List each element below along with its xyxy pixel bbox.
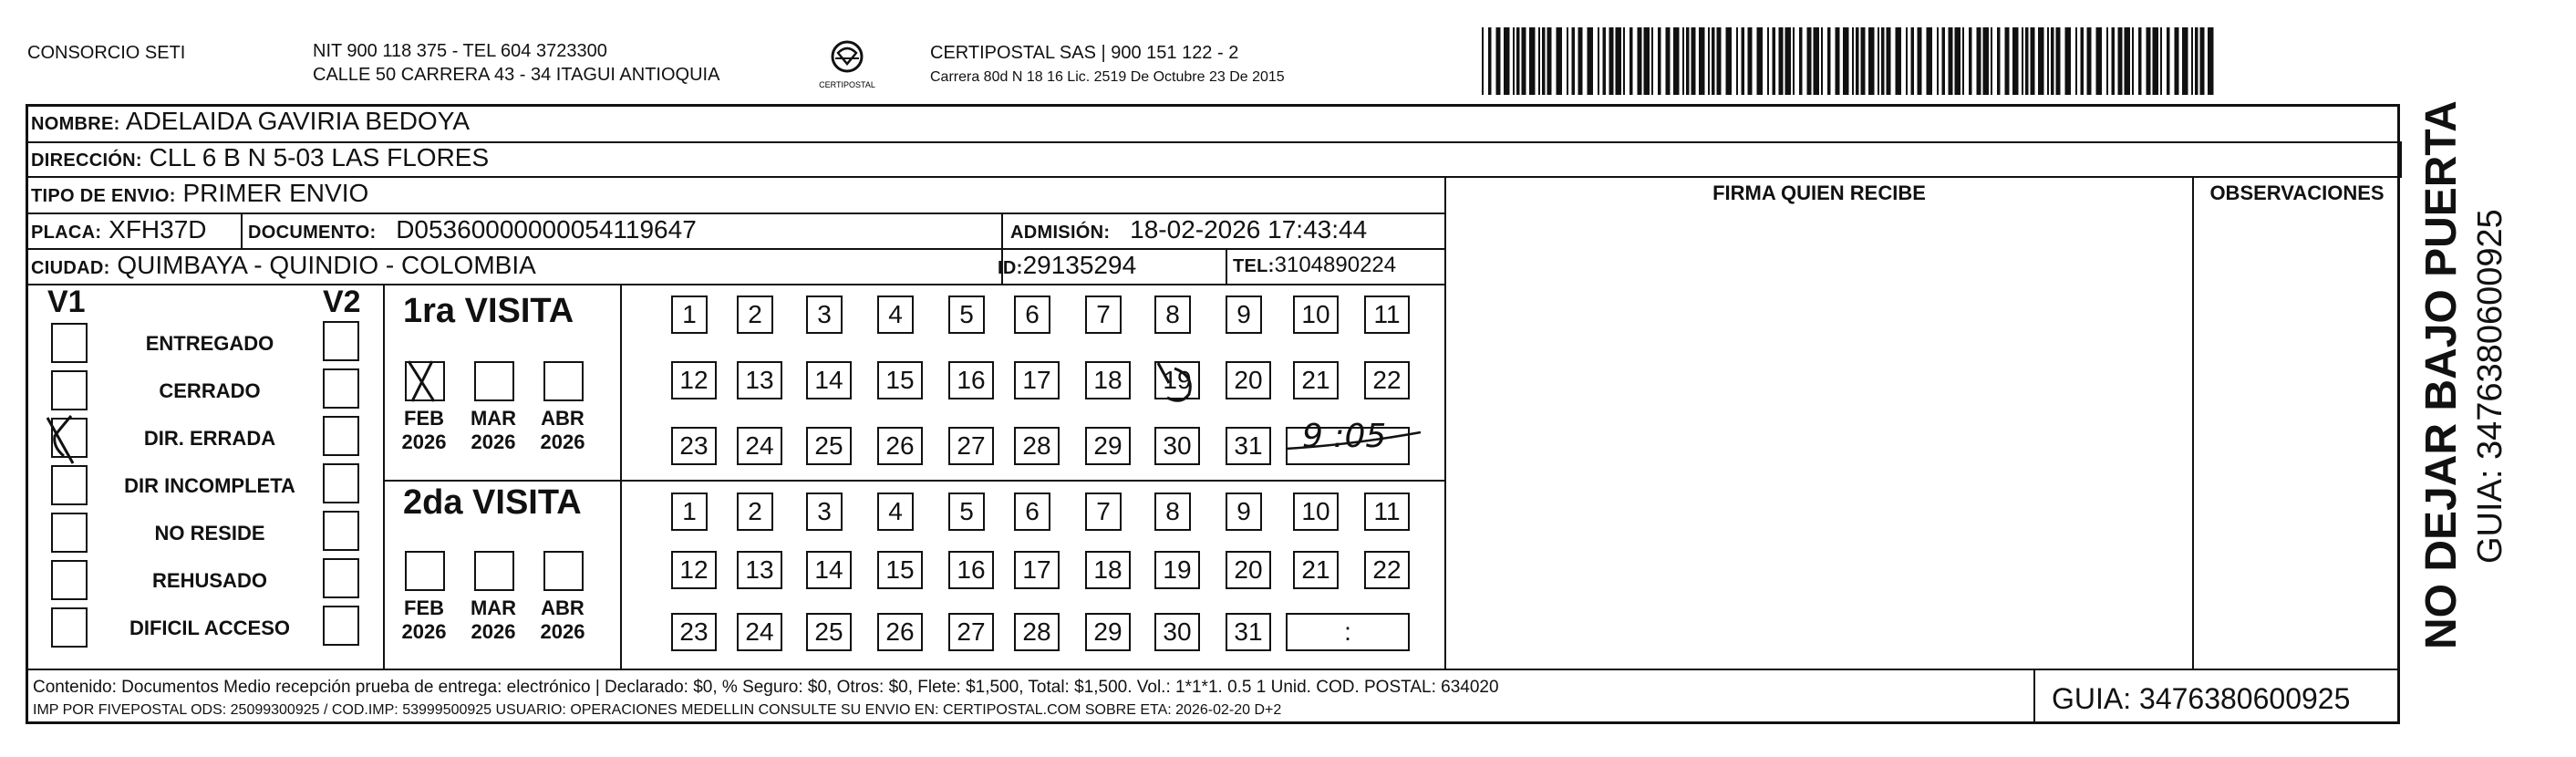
barcode-bar [1977, 27, 1981, 95]
barcode-bar [2038, 27, 2044, 95]
first-day-box[interactable]: 19 [1154, 361, 1200, 399]
barcode-bar [1699, 27, 1705, 95]
barcode-bar [1767, 27, 1769, 95]
second-month-checkbox[interactable] [543, 551, 584, 591]
barcode-bar [2147, 27, 2151, 95]
second-day-box[interactable]: 20 [1226, 551, 1271, 589]
first-day-box[interactable]: 18 [1085, 361, 1131, 399]
first-month-checkbox[interactable] [543, 361, 584, 401]
second-day-box[interactable]: 29 [1085, 613, 1131, 651]
barcode-bar [1682, 27, 1684, 95]
admision-value: 18-02-2026 17:43:44 [1130, 215, 1368, 244]
tel-value: 3104890224 [1274, 253, 1397, 277]
second-day-box[interactable]: 15 [877, 551, 923, 589]
barcode-bar [2182, 27, 2188, 95]
barcode-bar [2125, 27, 2131, 95]
certipostal-line: CERTIPOSTAL SAS | 900 151 122 - 2 [930, 43, 1239, 63]
second-time-box[interactable]: : [1286, 613, 1410, 651]
barcode-bar [1785, 27, 1792, 95]
v2-header: V2 [323, 285, 361, 319]
barcode-bar [1896, 27, 1902, 95]
second-day-box[interactable]: 22 [1364, 551, 1410, 589]
logo-caption: CERTIPOSTAL [819, 80, 875, 89]
barcode [1482, 27, 2216, 95]
barcode-bar [1542, 27, 1546, 95]
observaciones-header: OBSERVACIONES [2209, 181, 2385, 204]
second-month-label: FEB 2026 [401, 596, 447, 643]
firma-header: FIRMA QUIEN RECIBE [1712, 181, 1926, 204]
second-day-box[interactable]: 9 [1226, 493, 1262, 531]
ciudad-cell [31, 249, 536, 285]
barcode-bar [2106, 27, 2108, 95]
barcode-bar [1949, 27, 1953, 95]
barcode-bar [1955, 27, 1961, 95]
first-day-box[interactable]: 6 [1014, 296, 1050, 334]
status-label: ENTREGADO [145, 332, 274, 355]
first-day-box[interactable]: 21 [1293, 361, 1339, 399]
barcode-bar [2191, 27, 2193, 95]
first-day-box[interactable]: 4 [877, 296, 914, 334]
barcode-bar [2065, 27, 2072, 95]
first-day-box[interactable]: 31 [1226, 427, 1271, 465]
first-day-box[interactable]: 14 [806, 361, 852, 399]
first-day-box[interactable]: 28 [1014, 427, 1060, 465]
barcode-bar [1598, 27, 1599, 95]
second-day-box[interactable]: 6 [1014, 493, 1050, 531]
tipo-label: TIPO DE ENVIO: [31, 186, 176, 206]
barcode-bar [1496, 27, 1501, 95]
second-day-box[interactable]: 1 [671, 493, 708, 531]
barcode-bar [1793, 27, 1795, 95]
first-day-box[interactable]: 10 [1293, 296, 1339, 334]
status-label: DIR. ERRADA [143, 427, 276, 450]
barcode-bar [1603, 27, 1607, 95]
warning-vertical: NO DEJAR BAJO PUERTA [2417, 100, 2466, 649]
barcode-bar [2031, 27, 2035, 95]
barcode-bar [1666, 27, 1671, 95]
second-day-box[interactable]: 21 [1293, 551, 1339, 589]
barcode-bar [2200, 27, 2205, 95]
second-day-box[interactable]: 2 [737, 493, 773, 531]
barcode-bar [1691, 27, 1696, 95]
status-label: DIFICIL ACCESO [129, 617, 290, 639]
barcode-bar [1712, 27, 1715, 95]
status-label: CERRADO [159, 379, 261, 402]
direccion-value: CLL 6 B N 5-03 LAS FLORES [149, 143, 490, 171]
second-month-checkbox[interactable] [405, 551, 445, 591]
first-day-box[interactable]: 24 [737, 427, 782, 465]
barcode-bar [1513, 27, 1515, 95]
barcode-bar [2208, 27, 2214, 95]
barcode-bar [1547, 27, 1552, 95]
barcode-bar [1843, 27, 1849, 95]
barcode-bar [1516, 27, 1520, 95]
barcode-bar [1742, 27, 1745, 95]
first-day-box[interactable]: 2 [737, 296, 773, 334]
barcode-bar [1887, 27, 1891, 95]
barcode-bar [1807, 27, 1812, 95]
second-day-box[interactable]: 8 [1154, 493, 1191, 531]
barcode-bar [1686, 27, 1690, 95]
first-day-box[interactable]: 9 [1226, 296, 1262, 334]
first-month-checkbox[interactable] [405, 361, 445, 401]
id-cell [998, 249, 1136, 285]
first-day-box[interactable]: 22 [1364, 361, 1410, 399]
status-label: DIR INCOMPLETA [124, 474, 295, 497]
id-label: ID: [998, 258, 1023, 278]
placa-value: XFH37D [109, 215, 207, 244]
first-day-box[interactable]: 25 [806, 427, 852, 465]
barcode-bar [1799, 27, 1803, 95]
second-day-box[interactable]: 17 [1014, 551, 1060, 589]
barcode-bar [2167, 27, 2170, 95]
first-day-box[interactable]: 1 [671, 296, 708, 334]
address-line: CALLE 50 CARRERA 43 - 34 ITAGUI ANTIOQUIA [313, 65, 720, 85]
barcode-bar [2138, 27, 2142, 95]
second-day-box[interactable]: 7 [1085, 493, 1122, 531]
barcode-bar [1708, 27, 1710, 95]
first-day-box[interactable]: 26 [877, 427, 923, 465]
barcode-bar [1488, 27, 1492, 95]
barcode-bar [1658, 27, 1661, 95]
direccion-row [31, 141, 489, 177]
barcode-bar [1651, 27, 1653, 95]
ciudad-label: CIUDAD: [31, 258, 110, 278]
tipo-value: PRIMER ENVIO [182, 179, 369, 207]
barcode-bar [1482, 27, 1484, 95]
barcode-bar [2025, 27, 2029, 95]
barcode-bar [2047, 27, 2049, 95]
barcode-bar [1757, 27, 1764, 95]
barcode-bar [1717, 27, 1722, 95]
second-day-box[interactable]: 11 [1364, 493, 1410, 531]
first-day-box[interactable]: 17 [1014, 361, 1060, 399]
barcode-bar [1736, 27, 1738, 95]
second-month-label: MAR 2026 [470, 596, 517, 643]
second-day-box[interactable]: 28 [1014, 613, 1060, 651]
second-day-box[interactable]: 23 [671, 613, 717, 651]
barcode-bar [1588, 27, 1594, 95]
barcode-bar [1911, 27, 1915, 95]
first-day-box[interactable]: 23 [671, 427, 717, 465]
barcode-bar [1572, 27, 1576, 95]
license-line: Carrera 80d N 18 16 Lic. 2519 De Octubre 23 De 2015 [930, 69, 1285, 85]
barcode-bar [1814, 27, 1820, 95]
first-day-box[interactable]: 16 [948, 361, 994, 399]
barcode-bar [2096, 27, 2103, 95]
barcode-bar [1567, 27, 1568, 95]
side-guia-vertical: GUIA: 3476380600925 [2471, 209, 2509, 564]
barcode-bar [1927, 27, 1933, 95]
barcode-bar [1836, 27, 1840, 95]
second-month-label: ABR 2026 [540, 596, 585, 643]
ciudad-value: QUIMBAYA - QUINDIO - COLOMBIA [117, 251, 536, 279]
barcode-bar [1962, 27, 1964, 95]
barcode-bar [2022, 27, 2023, 95]
second-day-box[interactable]: 10 [1293, 493, 1339, 531]
first-month-label: FEB 2026 [401, 407, 447, 453]
documento-label: DOCUMENTO: [248, 223, 377, 243]
nombre-value: ADELAIDA GAVIRIA BEDOYA [125, 107, 470, 135]
barcode-bar [1773, 27, 1776, 95]
first-day-box[interactable]: 5 [948, 296, 985, 334]
barcode-bar [1504, 27, 1510, 95]
first-visit-title: 1ra VISITA [403, 292, 574, 330]
placa-cell [31, 213, 207, 249]
admision-cell [1010, 213, 1367, 249]
barcode-bar [1827, 27, 1831, 95]
barcode-bar [2112, 27, 2116, 95]
barcode-bar [1991, 27, 1992, 95]
barcode-bar [2132, 27, 2134, 95]
barcode-bar [1616, 27, 1622, 95]
imp-line: IMP POR FIVEPOSTAL ODS: 25099300925 / COD.IMP: 53999500925 USUARIO: OPERACIONES MEDELLIN CONSULTE SU ENVIO EN: CERTIPOSTAL.COM SOBRE ETA: 2026-02-20 D+2 [33, 702, 1282, 718]
second-day-box[interactable]: 26 [877, 613, 923, 651]
id-value: 29135294 [1022, 251, 1137, 279]
barcode-bar [1983, 27, 1990, 95]
documento-cell [248, 213, 697, 249]
second-day-box[interactable]: 5 [948, 493, 985, 531]
barcode-bar [1906, 27, 1908, 95]
second-day-box[interactable]: 12 [671, 551, 717, 589]
contenido-line: Contenido: Documentos Medio recepción prueba de entrega: electrónico | Declarado: $0, % Seguro: $0, Otros: $0, Flete: $1,500, Total: $1,500. Vol.: 1*1*1. 0.5 1 Unid. COD. POSTAL: 634020 [33, 678, 1499, 697]
first-month-label: ABR 2026 [540, 407, 585, 453]
status-label: NO RESIDE [154, 522, 265, 544]
barcode-bar [1881, 27, 1885, 95]
second-day-box[interactable]: 25 [806, 613, 852, 651]
first-day-box[interactable]: 12 [671, 361, 717, 399]
barcode-bar [2195, 27, 2198, 95]
first-day-box[interactable]: 13 [737, 361, 782, 399]
first-day-box[interactable]: 27 [948, 427, 994, 465]
barcode-bar [2087, 27, 2092, 95]
barcode-bar [1861, 27, 1866, 95]
nit-line: NIT 900 118 375 - TEL 604 3723300 [313, 41, 607, 61]
barcode-bar [2160, 27, 2162, 95]
barcode-bar [1522, 27, 1526, 95]
barcode-bar [1578, 27, 1583, 95]
company-name: CONSORCIO SETI [27, 43, 186, 63]
barcode-bar [1726, 27, 1733, 95]
barcode-bar [1969, 27, 1972, 95]
first-day-box[interactable]: 15 [877, 361, 923, 399]
barcode-bar [2118, 27, 2123, 95]
first-day-box[interactable]: 29 [1085, 427, 1131, 465]
status-label: REHUSADO [152, 569, 267, 592]
footer-guia: GUIA: 3476380600925 [2052, 682, 2351, 715]
first-day-box[interactable]: 30 [1154, 427, 1200, 465]
barcode-bar [1638, 27, 1642, 95]
first-day-box[interactable]: 8 [1154, 296, 1191, 334]
barcode-bar [1779, 27, 1784, 95]
barcode-bar [1856, 27, 1859, 95]
second-day-box[interactable]: 30 [1154, 613, 1200, 651]
tel-label: TEL: [1233, 256, 1275, 276]
certipostal-logo [815, 36, 879, 93]
second-day-box[interactable]: 16 [948, 551, 994, 589]
barcode-bar [2153, 27, 2159, 95]
barcode-bar [1868, 27, 1875, 95]
barcode-bar [1918, 27, 1922, 95]
barcode-bar [1878, 27, 1879, 95]
barcode-bar [1609, 27, 1614, 95]
second-day-box[interactable]: 24 [737, 613, 782, 651]
nombre-label: NOMBRE: [31, 114, 120, 134]
barcode-bar [2005, 27, 2010, 95]
barcode-bar [1942, 27, 1946, 95]
barcode-bar [1623, 27, 1625, 95]
second-visit-title: 2da VISITA [403, 483, 582, 522]
barcode-bar [2075, 27, 2077, 95]
barcode-bar [2056, 27, 2061, 95]
admision-label: ADMISIÓN: [1010, 223, 1111, 243]
second-day-box[interactable]: 19 [1154, 551, 1200, 589]
second-day-box[interactable]: 4 [877, 493, 914, 531]
documento-value: D05360000000054119647 [396, 215, 697, 244]
barcode-bar [2012, 27, 2019, 95]
first-month-label: MAR 2026 [470, 407, 517, 453]
barcode-bar [1748, 27, 1753, 95]
first-day-box[interactable]: 20 [1226, 361, 1271, 399]
barcode-bar [1557, 27, 1563, 95]
first-visit-time: 9 :05 [1302, 418, 1387, 455]
first-month-checkbox[interactable] [474, 361, 514, 401]
barcode-bar [1937, 27, 1939, 95]
barcode-bar [1673, 27, 1680, 95]
barcode-bar [1644, 27, 1650, 95]
second-month-checkbox[interactable] [474, 551, 514, 591]
second-day-box[interactable]: 31 [1226, 613, 1271, 651]
barcode-bar [1529, 27, 1536, 95]
second-day-box[interactable]: 18 [1085, 551, 1131, 589]
first-day-box[interactable]: 7 [1085, 296, 1122, 334]
tipo-row [31, 177, 368, 213]
barcode-bar [2175, 27, 2179, 95]
first-day-box[interactable]: 11 [1364, 296, 1410, 334]
nombre-row [31, 105, 470, 140]
second-day-box[interactable]: 14 [806, 551, 852, 589]
barcode-bar [2051, 27, 2054, 95]
placa-label: PLACA: [31, 223, 102, 243]
tel-cell [1233, 249, 1396, 283]
barcode-bar [2081, 27, 2085, 95]
barcode-bar [1852, 27, 1854, 95]
first-day-box[interactable]: 3 [806, 296, 843, 334]
v1-header: V1 [47, 285, 86, 319]
second-day-box[interactable]: 3 [806, 493, 843, 531]
barcode-bar [1538, 27, 1540, 95]
second-day-box[interactable]: 13 [737, 551, 782, 589]
barcode-bar [1821, 27, 1823, 95]
barcode-bar [1629, 27, 1633, 95]
second-day-box[interactable]: 27 [948, 613, 994, 651]
direccion-label: DIRECCIÓN: [31, 150, 142, 171]
barcode-bar [1997, 27, 2001, 95]
